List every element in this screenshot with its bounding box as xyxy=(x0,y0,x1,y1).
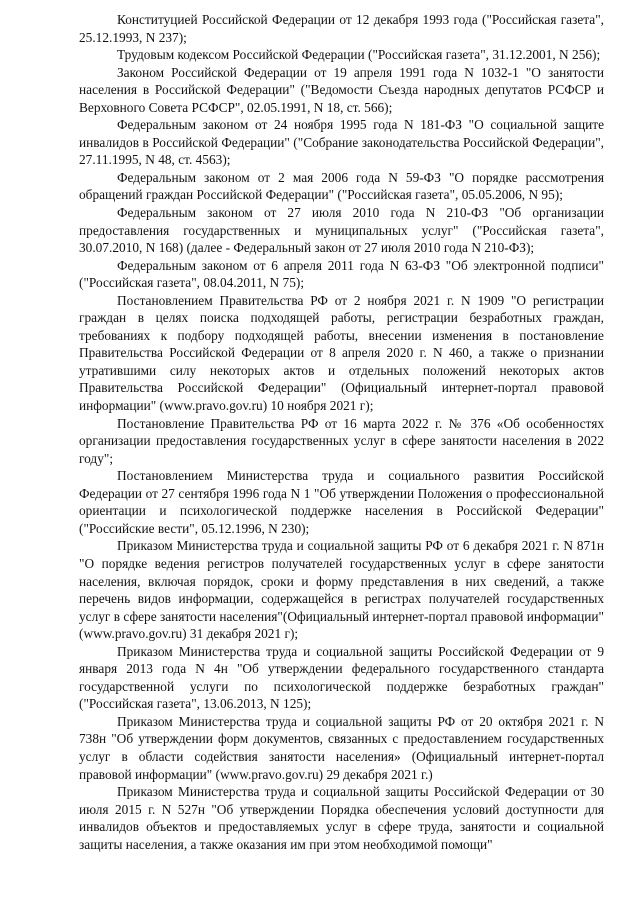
paragraph-constitution: Конституцией Российской Федерации от 12 декабря 1993 года ("Российская газета", 25.12.1993, N 237); xyxy=(79,12,604,45)
paragraph-employment-law: Законом Российской Федерации от 19 апреля 1991 года N 1032-1 "О занятости населения в Российской Федерации" ("Ведомости Съезда народных депутатов РСФСР и Верховного Совета РСФСР", 02.05.1991, N 18, ст. 566); xyxy=(79,64,604,115)
paragraph-appeals-law: Федеральным законом от 2 мая 2006 года N 59-ФЗ "О порядке рассмотрения обращений граждан Российской Федерации" ("Российская газета", 05.05.2006, N 95); xyxy=(79,169,604,203)
paragraph-decree-376: Постановление Правительства РФ от 16 марта 2022 г. № 376 «Об особенностях организации предоставления государственных услуг в сфере занятости населения в 2022 году"; xyxy=(79,415,604,466)
paragraph-ministry-resolution-1: Постановлением Министерства труда и социального развития Российской Федерации от 27 сентября 1996 года N 1 "Об утверждении Положения о профессиональной ориентации и психологической поддержке населения в Российской Федерации" ("Российские вести", 05.12.1996, N 230); xyxy=(79,468,604,536)
paragraph-order-738n: Приказом Министерства труда и социальной защиты РФ от 20 октября 2021 г. N 738н "Об утверждении форм документов, связанных с предоставлением государственных услуг в области содействия занятости населения» (Официальный интернет-портал правовой информации" (www.pravo.gov.ru) 29 декабря 2021 г.) xyxy=(79,713,604,782)
paragraph-order-4n: Приказом Министерства труда и социальной защиты Российской Федерации от 9 января 2013 года N 4н "Об утверждении федерального государственного стандарта государственной услуги по психологической поддержке безработных граждан" ("Российская газета", 13.06.2013, N 125); xyxy=(79,643,604,712)
paragraph-decree-1909: Постановлением Правительства РФ от 2 ноября 2021 г. N 1909 "О регистрации граждан в целях поиска подходящей работы, регистрации безработных граждан, требованиях к подбору подходящей работы, внесении изменения в постановление Правительства Российской Федерации от 8 апреля 2020 г. N 460, а также о признании утратившими силу некоторых актов и отдельных положений некоторых актов Правительства Российской Федерации" (Официальный интернет-портал правовой информации" (www.pravo.gov.ru) 10 ноября 2021 г); xyxy=(79,292,604,414)
paragraph-order-871n: Приказом Министерства труда и социальной защиты РФ от 6 декабря 2021 г. N 871н "О порядке ведения регистров получателей государственных услуг в сфере занятости населения, включая порядок, сроки и форму представления в них сведений, а также перечень видов информации, содержащейся в регистрах получателей государственных услуг в сфере занятости населения"(Официальный интернет-портал правовой информации" (www.pravo.gov.ru) 31 декабря 2021 г); xyxy=(79,538,604,642)
paragraph-labor-code: Трудовым кодексом Российской Федерации ("Российская газета", 31.12.2001, N 256); xyxy=(117,47,601,63)
paragraph-public-services-law: Федеральным законом от 27 июля 2010 года N 210-ФЗ "Об организации предоставления государственных и муниципальных услуг" ("Российская газета", 30.07.2010, N 168) (далее - Федеральный закон от 27 июля 2010 года N 210-ФЗ); xyxy=(79,205,604,256)
paragraph-order-527n: Приказом Министерства труда и социальной защиты Российской Федерации от 30 июля 2015 г. N 527н "Об утверждении Порядка обеспечения условий доступности для инвалидов объектов и предоставляемых услуг в сфере труда, занятости и социальной защиты населения, а также оказания им при этом необходимой помощи" xyxy=(79,784,604,852)
document-page xyxy=(79,11,604,853)
paragraph-e-signature-law: Федеральным законом от 6 апреля 2011 года N 63-ФЗ "Об электронной подписи" ("Российская газета", 08.04.2011, N 75); xyxy=(79,257,604,291)
paragraph-disability-law: Федеральным законом от 24 ноября 1995 года N 181-ФЗ "О социальной защите инвалидов в Российской Федерации" ("Собрание законодательства Российской Федерации", 27.11.1995, N 48, ст. 4563); xyxy=(79,117,604,168)
